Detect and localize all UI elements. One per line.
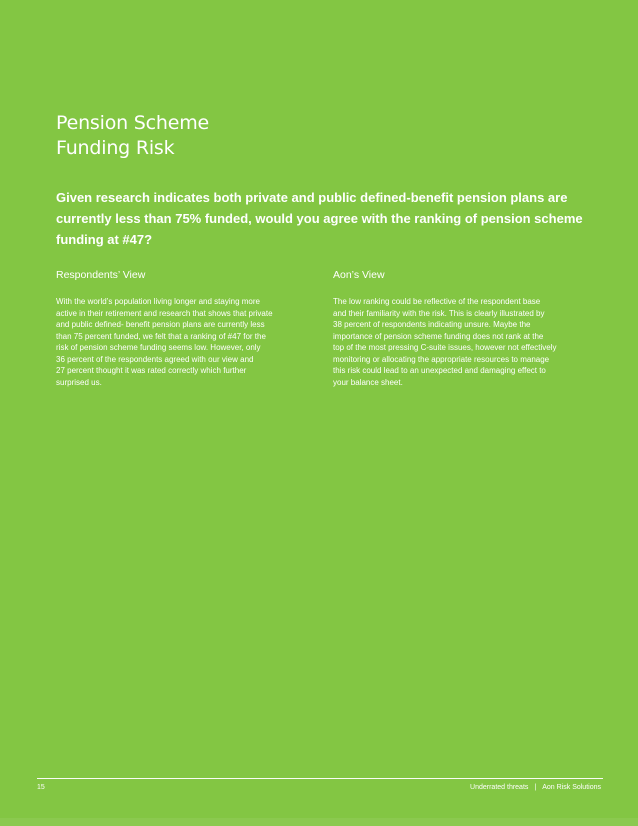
respondents-line: 36 percent of the respondents agreed with our view and [56,354,254,364]
aon-line: importance of pension scheme funding does not rank at the [333,331,544,341]
aon-line: this risk could lead to an unexpected and damaging effect to [333,366,546,375]
aon-line: monitoring or allocating the appropriate resources to manage [333,354,550,364]
title-line-2: Funding Risk [56,137,175,159]
respondents-line: risk of pension scheme funding seems low. However, only [56,343,261,352]
question-text [56,187,583,250]
title-line-1: Pension Scheme [56,112,210,134]
aon-view-body [333,296,598,388]
question-line-1: Given research indicates both private and public defined-benefit pension plans are [56,190,568,205]
footer-publication-info [470,783,601,793]
question-line-2: currently less than 75% funded, would you agree with the ranking of pension scheme [56,211,583,226]
aon-line: top of the most pressing C-suite issues, however not effectively [333,343,557,352]
aon-line: The low ranking could be reflective of the respondent base [333,297,541,306]
respondents-view-heading: Respondents’ View [56,269,146,281]
page-number: 15 [37,784,45,791]
page-title [56,111,456,161]
publication-title: Underrated threats [470,784,529,791]
aon-line: your balance sheet. [333,377,403,387]
respondents-line: With the world’s population living longer and staying more [56,297,260,306]
respondents-view-body [56,296,321,388]
aon-line: and their familiarity with the risk. This is clearly illustrated by [333,308,545,318]
brand-name: Aon Risk Solutions [542,784,601,791]
aon-line: 38 percent of respondents indicating unsure. Maybe the [333,320,531,329]
footer-divider [37,778,603,779]
respondents-line: active in their retirement and research that shows that private [56,308,273,318]
respondents-line: 27 percent thought it was rated correctly which further [56,366,247,375]
respondents-line: and public defined- benefit pension plans are currently less [56,320,265,329]
bottom-band [0,818,638,826]
aon-view-heading: Aon’s View [333,269,385,281]
respondents-line: than 75 percent funded, we felt that a ranking of #47 for the [56,331,266,341]
question-line-3: funding at #47? [56,232,153,247]
footer-separator: | [534,784,537,791]
respondents-line: surprised us. [56,377,102,387]
